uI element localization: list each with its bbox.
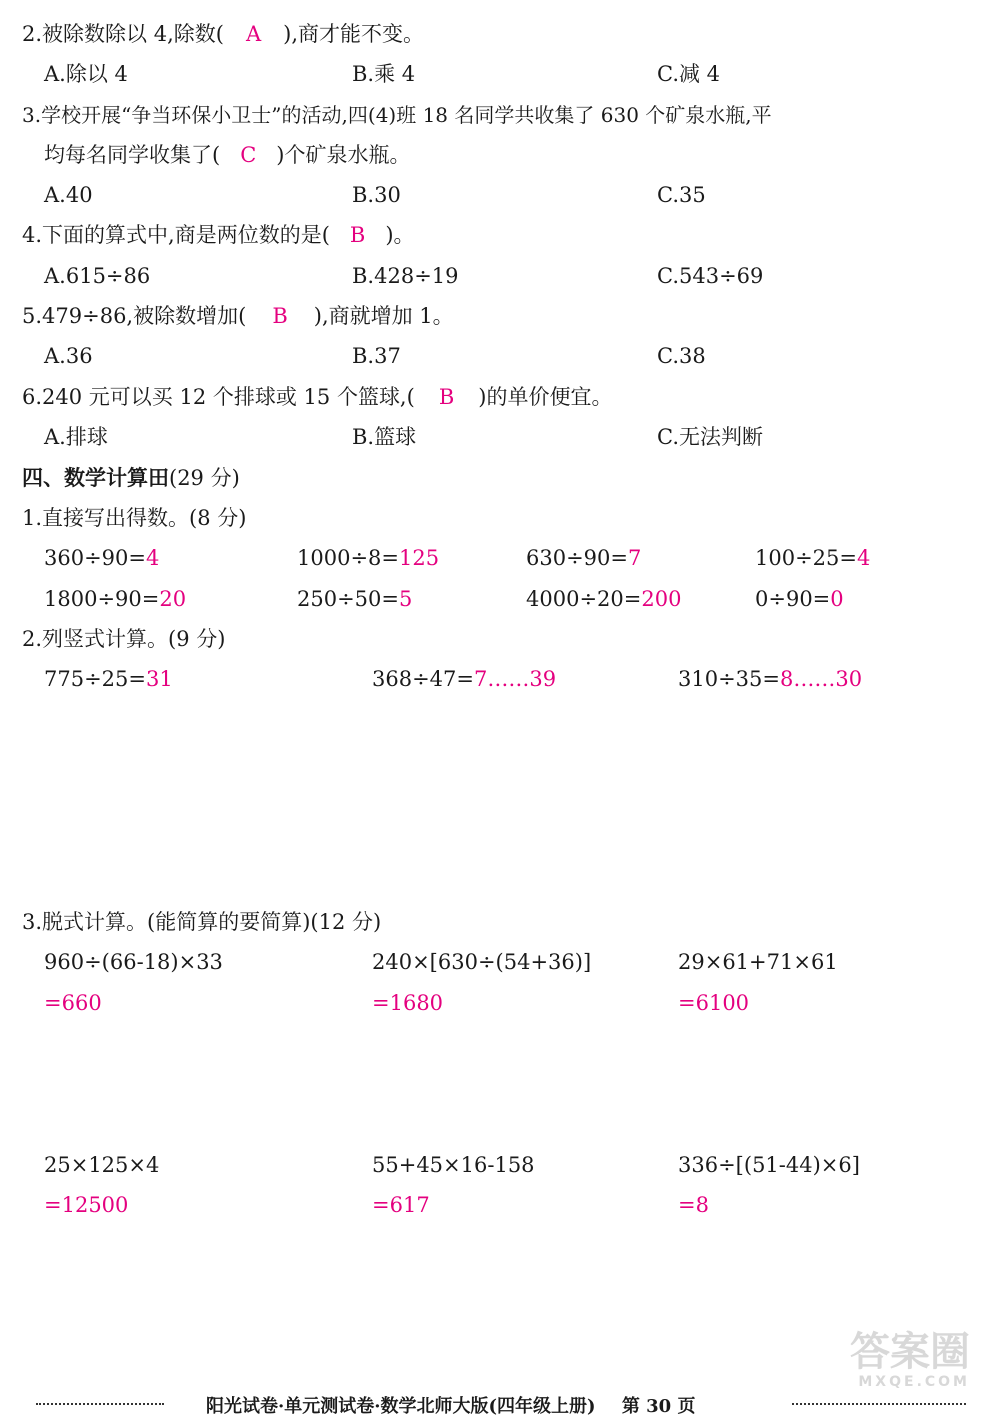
- q5-answer: B: [272, 304, 288, 328]
- stepwise-calc-answer: =617: [372, 1193, 430, 1217]
- q3-stem-line1: 3.学校开展“争当环保小卫士”的活动,四(4)班 18 名同学共收集了 630 个矿泉水瓶,平: [22, 103, 772, 127]
- q2-stem: 2.被除数除以 4,除数( A ),商才能不变。: [22, 22, 424, 46]
- q3-option-b: B.30: [352, 183, 401, 207]
- calc-item: 630÷90=7: [526, 546, 642, 570]
- q3-option-a: A.40: [44, 183, 93, 207]
- stepwise-calc-question: 336÷[(51-44)×6]: [678, 1153, 860, 1177]
- q2-option-a: A.除以 4: [44, 62, 128, 86]
- part1-title: 1.直接写出得数。(8 分): [22, 506, 247, 530]
- footer-divider-left: [36, 1403, 164, 1405]
- stepwise-calc-answer: =8: [678, 1193, 709, 1217]
- q2-option-b: B.乘 4: [352, 62, 416, 86]
- q6-option-a: A.排球: [44, 425, 108, 449]
- stepwise-calc-question: 960÷(66-18)×33: [44, 950, 223, 974]
- q5-option-c: C.38: [657, 344, 706, 368]
- q6-answer: B: [438, 385, 455, 409]
- q5-stem: 5.479÷86,被除数增加( B ),商就增加 1。: [22, 304, 454, 328]
- q6-option-c: C.无法判断: [657, 425, 763, 449]
- q6-option-b: B.篮球: [352, 425, 417, 449]
- vertical-calc-item: 775÷25=31: [44, 667, 173, 691]
- calc-item: 100÷25=4: [755, 546, 871, 570]
- section-4-heading: 四、数学计算田(29 分): [22, 465, 240, 490]
- calc-item: 1800÷90=20: [44, 587, 187, 611]
- q4-answer: B: [349, 223, 366, 247]
- q4-option-a: A.615÷86: [44, 264, 151, 288]
- q2-option-c: C.减 4: [657, 62, 721, 86]
- stepwise-calc-question: 55+45×16-158: [372, 1153, 535, 1177]
- q4-option-c: C.543÷69: [657, 264, 764, 288]
- stepwise-calc-question: 29×61+71×61: [678, 950, 838, 974]
- part2-title: 2.列竖式计算。(9 分): [22, 627, 226, 651]
- stepwise-calc-question: 240×[630÷(54+36)]: [372, 950, 592, 974]
- calc-item: 0÷90=0: [755, 587, 844, 611]
- q4-option-b: B.428÷19: [352, 264, 459, 288]
- watermark-logo: 答案圈 MXQE.COM: [850, 1329, 970, 1390]
- stepwise-calc-answer: =12500: [44, 1193, 129, 1217]
- q5-option-a: A.36: [44, 344, 93, 368]
- stepwise-calc-answer: =660: [44, 991, 102, 1015]
- q3-answer: C: [240, 143, 257, 167]
- q2-answer: A: [245, 22, 262, 46]
- part3-title: 3.脱式计算。(能简算的要简算)(12 分): [22, 910, 382, 934]
- footer-divider-right: [792, 1403, 966, 1405]
- calc-item: 250÷50=5: [297, 587, 413, 611]
- q4-stem: 4.下面的算式中,商是两位数的是( B )。: [22, 223, 415, 247]
- q6-stem: 6.240 元可以买 12 个排球或 15 个篮球,( B )的单价便宜。: [22, 385, 613, 409]
- calc-item: 360÷90=4: [44, 546, 160, 570]
- stepwise-calc-answer: =1680: [372, 991, 444, 1015]
- vertical-calc-item: 368÷47=7……39: [372, 667, 557, 691]
- page-footer: [36, 1392, 966, 1416]
- calc-item: 1000÷8=125: [297, 546, 440, 570]
- q3-option-c: C.35: [657, 183, 706, 207]
- q3-stem-line2: 均每名同学收集了( C )个矿泉水瓶。: [44, 143, 411, 167]
- calc-item: 4000÷20=200: [526, 587, 682, 611]
- stepwise-calc-question: 25×125×4: [44, 1153, 160, 1177]
- vertical-calc-item: 310÷35=8……30: [678, 667, 863, 691]
- stepwise-calc-answer: =6100: [678, 991, 750, 1015]
- q5-option-b: B.37: [352, 344, 401, 368]
- footer-text: 阳光试卷·单元测试卷·数学北师大版(四年级上册) 第 30 页: [206, 1396, 696, 1417]
- page-number: 第 30 页: [621, 1396, 696, 1417]
